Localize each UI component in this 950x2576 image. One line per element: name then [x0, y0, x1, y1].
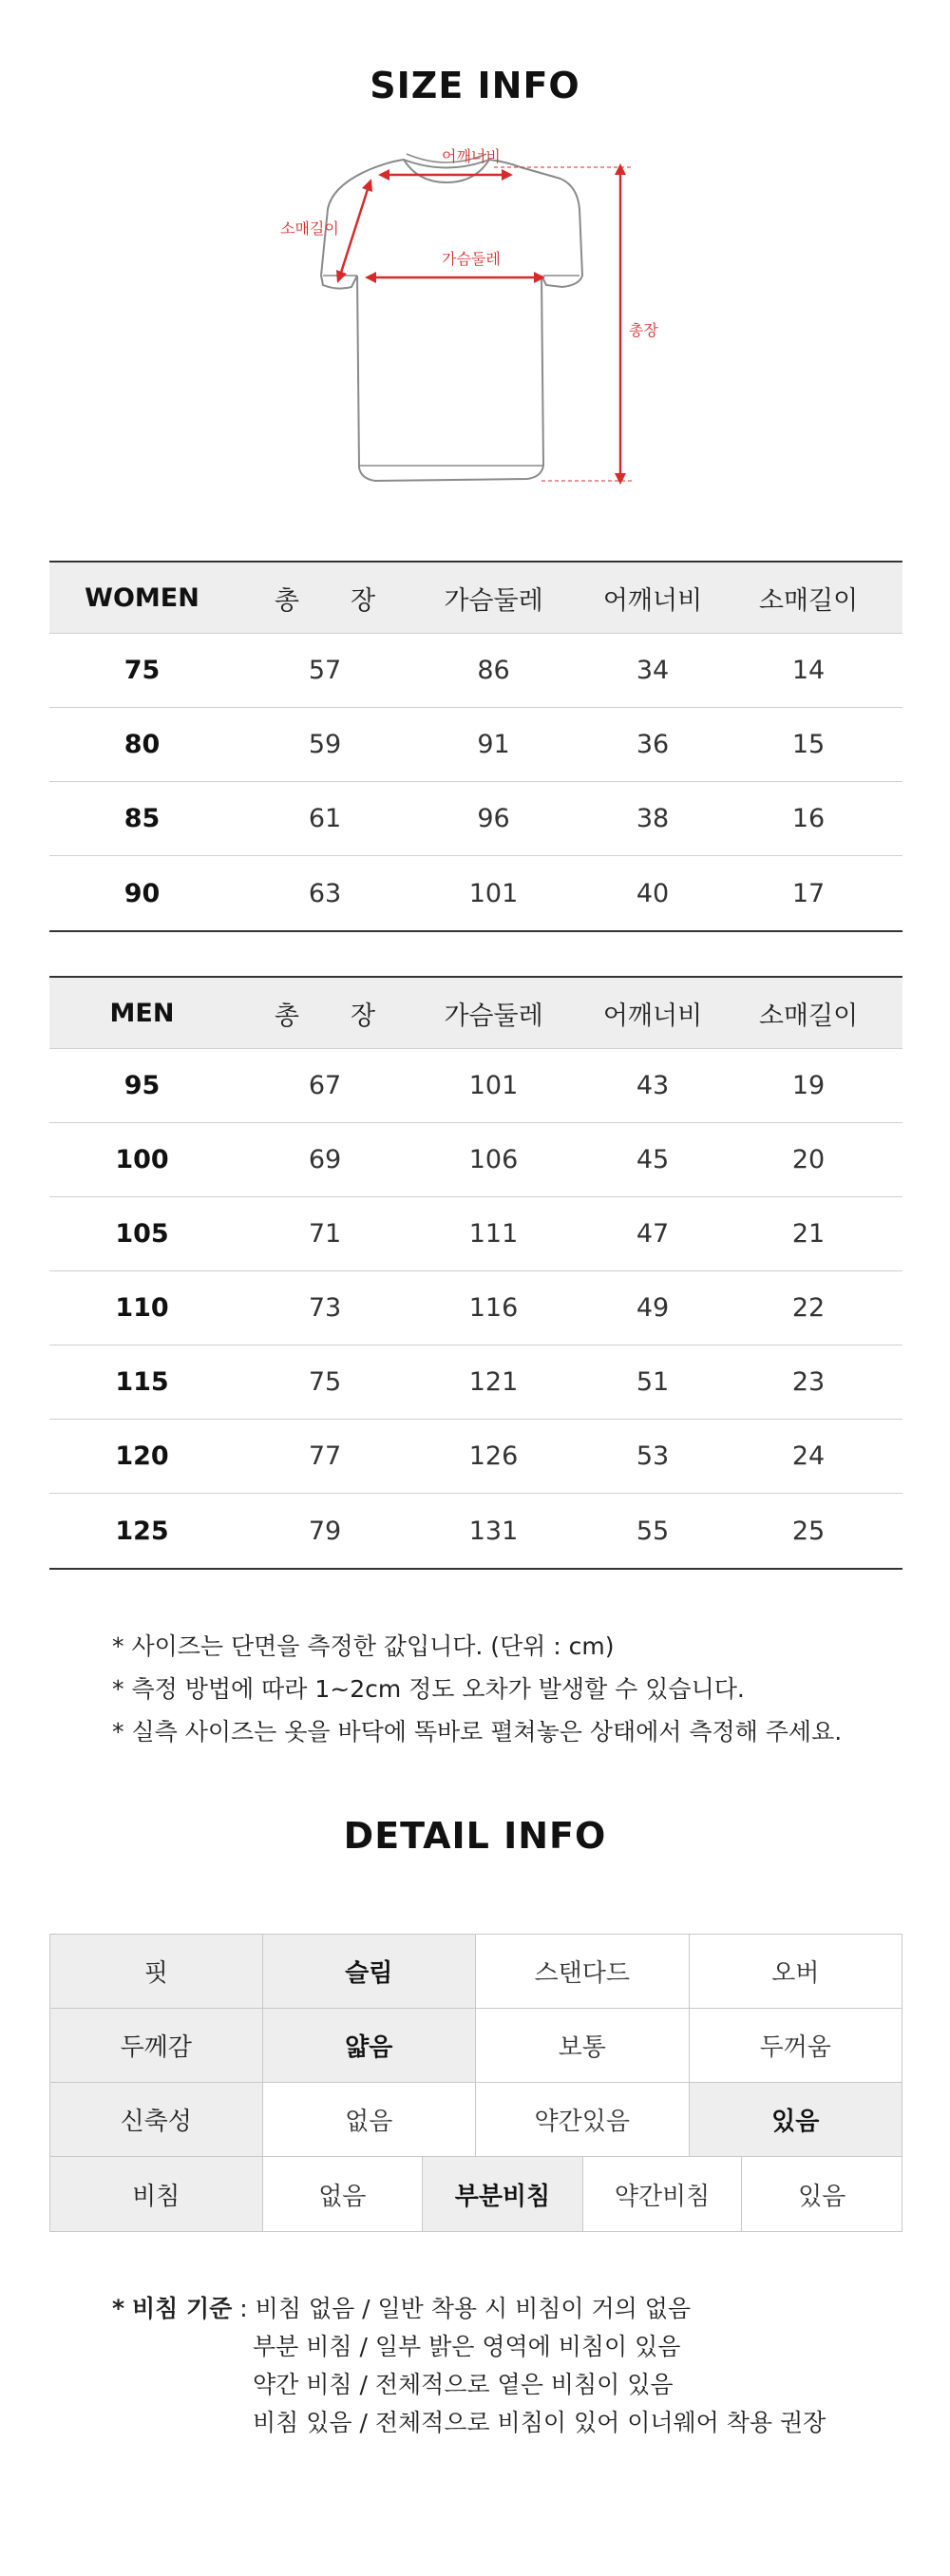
- size-cell: 90: [124, 878, 161, 908]
- sheer-criteria-line: 약간 비침 / 전체적으로 옅은 비침이 있음: [253, 2371, 674, 2398]
- chest-cell: 86: [477, 656, 510, 685]
- length-cell: 57: [308, 656, 342, 685]
- chest-cell: 106: [468, 1145, 519, 1174]
- detail-label-thickness: 두께감: [50, 2009, 263, 2082]
- length-cell: 75: [308, 1367, 342, 1397]
- length-cell: 59: [308, 730, 342, 759]
- shoulder-cell: 38: [636, 804, 670, 833]
- shoulder-cell: 36: [636, 730, 670, 759]
- fit-option-over: 오버: [771, 1959, 820, 1988]
- note-line: * 사이즈는 단면을 측정한 값입니다. (단위 : cm): [112, 1632, 615, 1660]
- detail-row-fit: [50, 1935, 902, 2009]
- sleeve-cell: 20: [791, 1145, 826, 1174]
- sleeve-cell: 19: [791, 1071, 826, 1100]
- sheer-criteria-note: [112, 2290, 826, 2442]
- shoulder-cell: 51: [636, 1367, 670, 1397]
- sleeve-cell: 21: [791, 1219, 826, 1249]
- detail-info-title: DETAIL INFO: [343, 1815, 607, 1857]
- sleeve-cell: 16: [791, 804, 826, 833]
- sleeve-cell: 17: [791, 878, 826, 908]
- sheer-option-slight: 약간비침: [583, 2157, 743, 2231]
- size-cell: 80: [124, 730, 161, 759]
- chest-cell: 126: [468, 1441, 519, 1471]
- sheer-option-yes: 있음: [798, 2182, 846, 2211]
- table-header-row: [49, 978, 902, 1049]
- stretch-option-yes: 있음: [690, 2083, 902, 2156]
- chest-cell: 91: [477, 730, 510, 759]
- chest-cell: 101: [468, 878, 519, 908]
- stretch-option-none: 없음: [263, 2083, 477, 2156]
- shoulder-label: 어깨너비: [442, 147, 501, 165]
- size-notes: [112, 1625, 842, 1753]
- shoulder-cell: 40: [636, 878, 670, 908]
- size-cell: 105: [115, 1219, 169, 1249]
- chest-label: 가슴둘레: [442, 250, 501, 268]
- size-cell: 95: [124, 1071, 161, 1100]
- header-length: 총 장: [274, 585, 376, 616]
- shoulder-cell: 55: [636, 1516, 670, 1546]
- chest-cell: 96: [477, 804, 510, 833]
- sheer-criteria-sep: :: [232, 2295, 256, 2322]
- table-row: [49, 1271, 902, 1345]
- size-cell: 120: [115, 1441, 169, 1471]
- shoulder-cell: 53: [636, 1441, 670, 1471]
- table-row: [49, 1049, 902, 1123]
- size-cell: 100: [115, 1145, 169, 1174]
- sleeve-label: 소매길이: [280, 219, 339, 238]
- thickness-option-normal: 보통: [476, 2009, 690, 2082]
- length-cell: 79: [308, 1516, 342, 1546]
- note-line: * 측정 방법에 따라 1~2cm 정도 오차가 발생할 수 있습니다.: [112, 1675, 745, 1703]
- chest-cell: 116: [468, 1293, 519, 1323]
- header-shoulder: 어깨너비: [602, 585, 703, 616]
- size-info-title: SIZE INFO: [370, 65, 580, 106]
- header-chest: 가슴둘레: [444, 1001, 543, 1031]
- chest-cell: 121: [468, 1367, 519, 1397]
- sheer-option-none: 없음: [263, 2157, 424, 2231]
- size-cell: 85: [124, 804, 161, 833]
- header-length: 총 장: [274, 1001, 376, 1031]
- table-row: [49, 1345, 902, 1420]
- men-size-table: [49, 976, 902, 1570]
- detail-row-thickness: [50, 2009, 902, 2083]
- length-cell: 73: [308, 1293, 342, 1323]
- chest-cell: 131: [468, 1516, 519, 1546]
- sleeve-cell: 15: [791, 730, 826, 759]
- table-row: [49, 856, 902, 930]
- shoulder-cell: 45: [636, 1145, 670, 1174]
- detail-label-fit: 핏: [50, 1935, 263, 2008]
- sheer-criteria-line: 비침 있음 / 전체적으로 비침이 있어 이너웨어 착용 권장: [253, 2409, 826, 2436]
- sleeve-cell: 14: [791, 656, 826, 685]
- shoulder-cell: 43: [636, 1071, 670, 1100]
- note-star: *: [112, 2295, 125, 2322]
- table-header-row: [49, 563, 902, 634]
- sleeve-cell: 24: [791, 1441, 826, 1471]
- tshirt-size-diagram: [256, 133, 703, 513]
- shoulder-cell: 47: [636, 1219, 670, 1249]
- length-cell: 69: [308, 1145, 342, 1174]
- table-row: [49, 1123, 902, 1197]
- header-shoulder: 어깨너비: [602, 1001, 703, 1031]
- sheer-criteria-line: 비침 없음 / 일반 착용 시 비침이 거의 없음: [255, 2295, 692, 2322]
- table-row: [49, 634, 902, 708]
- detail-table: [49, 1934, 902, 2232]
- length-cell: 61: [308, 804, 342, 833]
- size-cell: 115: [115, 1367, 169, 1397]
- table-row: [49, 708, 902, 782]
- size-cell: 125: [115, 1516, 169, 1546]
- sheer-criteria-line: 부분 비침 / 일부 밝은 영역에 비침이 있음: [253, 2333, 681, 2360]
- sheer-option-partial: 부분비침: [423, 2157, 583, 2231]
- size-cell: 75: [124, 656, 161, 685]
- detail-row-sheer: [50, 2157, 902, 2231]
- detail-label-sheer: 비침: [50, 2157, 263, 2231]
- length-cell: 67: [308, 1071, 342, 1100]
- table-row: [49, 1197, 902, 1271]
- length-cell: 71: [308, 1219, 342, 1249]
- table-row: [49, 1420, 902, 1494]
- table-row: [49, 1494, 902, 1568]
- header-chest: 가슴둘레: [444, 585, 543, 616]
- header-sleeve: 소매길이: [758, 1001, 859, 1031]
- thickness-option-thin: 얇음: [263, 2009, 477, 2082]
- header-size: WOMEN: [85, 582, 200, 613]
- shoulder-cell: 49: [636, 1293, 670, 1323]
- fit-option-slim: 슬림: [263, 1935, 477, 2008]
- header-sleeve: 소매길이: [758, 585, 859, 616]
- sleeve-cell: 22: [791, 1293, 826, 1323]
- sleeve-cell: 23: [791, 1367, 826, 1397]
- chest-cell: 101: [468, 1071, 519, 1100]
- size-cell: 110: [115, 1293, 169, 1323]
- sheer-criteria-title: 비침 기준: [132, 2295, 233, 2322]
- chest-cell: 111: [468, 1219, 519, 1249]
- women-size-table: [49, 561, 902, 932]
- header-size: MEN: [109, 998, 175, 1028]
- length-cell: 77: [308, 1441, 342, 1471]
- length-label: 총장: [629, 321, 658, 339]
- length-cell: 63: [308, 878, 342, 908]
- fit-option-standard: 스탠다드: [476, 1935, 690, 2008]
- sleeve-cell: 25: [791, 1516, 826, 1546]
- detail-label-stretch: 신축성: [50, 2083, 263, 2156]
- shoulder-cell: 34: [636, 656, 670, 685]
- thickness-option-thick: 두꺼움: [759, 2033, 831, 2062]
- note-line: * 실측 사이즈는 옷을 바닥에 똑바로 펼쳐놓은 상태에서 측정해 주세요.: [112, 1718, 843, 1746]
- stretch-option-slight: 약간있음: [476, 2083, 690, 2156]
- table-row: [49, 782, 902, 856]
- detail-row-stretch: [50, 2083, 902, 2157]
